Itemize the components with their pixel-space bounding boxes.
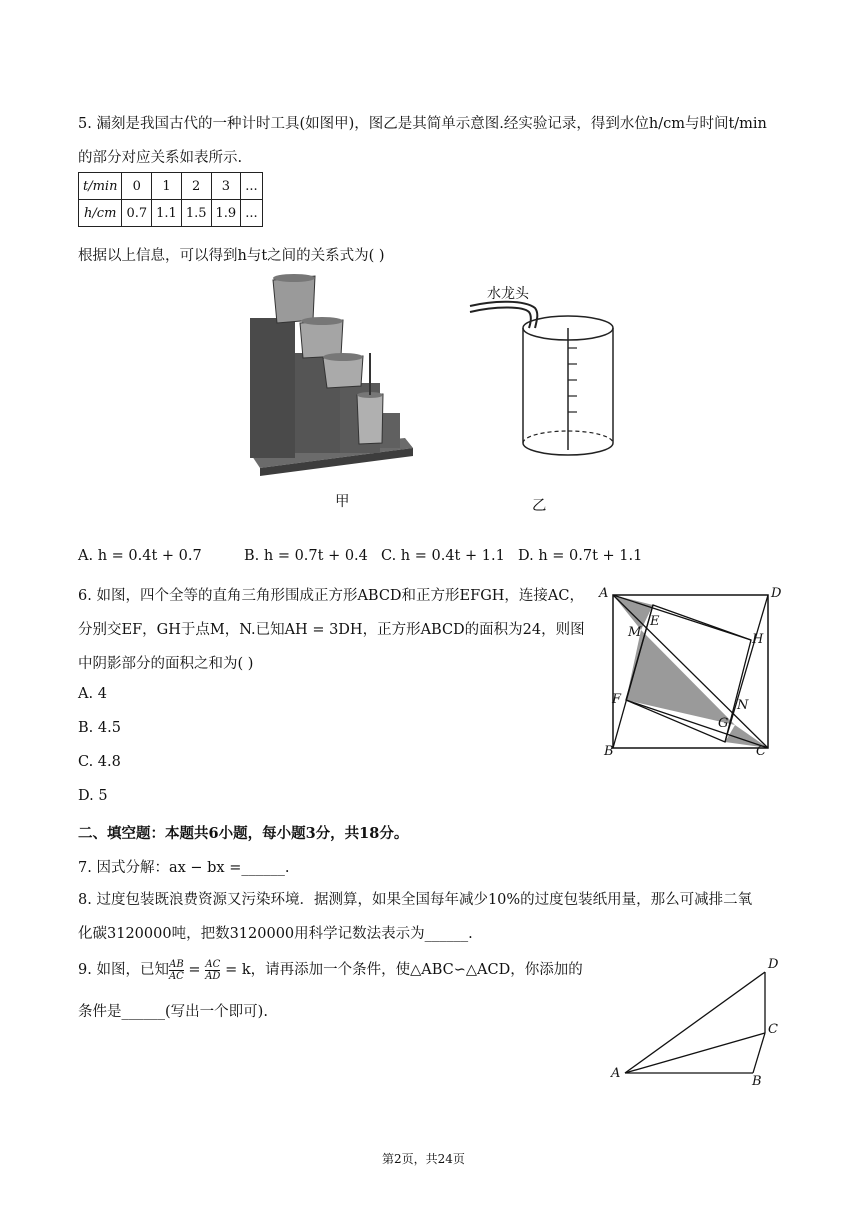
table-cell: 1.1 [152,200,182,227]
table-cell: 1.9 [211,200,241,227]
q9-point-a-label: A [611,1066,621,1081]
table-row [79,173,263,200]
squares-figure [598,582,788,762]
q5-table [78,172,263,227]
table-cell: h/cm [79,200,122,227]
q5-option-a: A. h = 0.4t + 0.7 [78,548,202,564]
point-b-label: B [604,744,614,759]
q6-option-d: D. 5 [78,788,108,804]
q5-line1: 5. 漏刻是我国古代的一种计时工具(如图甲)，图乙是其简单示意图.经实验记录，得到水位h/cm与时间t/min [78,116,767,132]
fraction-ab-ac [169,959,184,982]
q7-text: 7. 因式分解：ax − bx =______. [78,860,290,876]
q9-point-d-label: D [768,957,779,972]
point-d-label: D [771,586,782,601]
q8-line1: 8. 过度包装既浪费资源又污染环境．据测算，如果全国每年减少10%的过度包装纸用量，那么可减排二氧 [78,892,753,908]
point-g-label: G [718,716,729,731]
q6-option-b: B. 4.5 [78,720,121,736]
q6-option-a: A. 4 [78,686,107,702]
q5-line2: 的部分对应关系如表所示. [78,150,243,166]
page-footer: 第2页，共24页 [382,1152,465,1166]
point-m-label: M [628,625,642,640]
q9-point-b-label: B [752,1074,762,1089]
table-cell: 1.5 [181,200,211,227]
section-heading: 二、填空题：本题共6小题，每小题3分，共18分。 [78,825,409,842]
q9-suffix: = k，请再添加一个条件，使△ABC∽△ACD，你添加的 [225,962,583,978]
triangles-figure [610,955,790,1090]
clepsydra-photo-figure [245,268,415,483]
clepsydra-schematic-figure [455,278,625,478]
table-cell: 0.7 [122,200,152,227]
table-row [79,200,263,227]
faucet-label: 水龙头 [487,286,529,302]
q8-line2: 化碳3120000吨，把数3120000用科学记数法表示为______. [78,926,473,942]
q6-line1: 6. 如图，四个全等的直角三角形围成正方形ABCD和正方形EFGH，连接AC， [78,588,584,604]
fraction-numerator: AC [205,958,221,970]
point-c-label: C [756,744,766,759]
q5-option-c: C. h = 0.4t + 1.1 [381,548,505,564]
point-n-label: N [737,698,749,713]
q9-point-c-label: C [768,1022,778,1037]
fraction-numerator: AB [169,958,184,970]
table-cell: 3 [211,173,241,200]
fraction-denominator: AC [168,970,184,982]
q9-line1: 9. 如图，已知 $\frac{AB}{AC}$ = $\frac{AC}{AD}$ = k，请再添加一个条件，使△ABC∽△ACD，你添加的 [78,958,583,982]
fraction-denominator: AD [205,970,221,982]
q6-line2: 分别交EF，GH于点M，N.已知AH = 3DH，正方形ABCD的面积为24，则图 [78,622,585,638]
point-e-label: E [650,614,660,629]
table-cell: 1 [152,173,182,200]
q9-line2: 条件是______(写出一个即可). [78,1004,268,1020]
fraction-ac-ad [205,959,220,982]
point-a-label: A [599,586,609,601]
fig-jia-label: 甲 [335,494,350,510]
table-cell: ... [241,173,262,200]
q9-prefix: 9. 如图，已知 [78,962,169,978]
q5-option-b: B. h = 0.7t + 0.4 [244,548,368,564]
point-h-label: H [752,632,764,647]
point-f-label: F [612,692,622,707]
q6-line3: 中阴影部分的面积之和为( ) [78,656,254,672]
table-cell: 0 [122,173,152,200]
q5-question: 根据以上信息，可以得到h与t之间的关系式为( ) [78,248,385,264]
q6-option-c: C. 4.8 [78,754,121,770]
fig-yi-label: 乙 [532,498,547,514]
table-cell: 2 [181,173,211,200]
table-cell: ... [241,200,262,227]
q5-option-d: D. h = 0.7t + 1.1 [518,548,643,564]
table-cell: t/min [79,173,122,200]
